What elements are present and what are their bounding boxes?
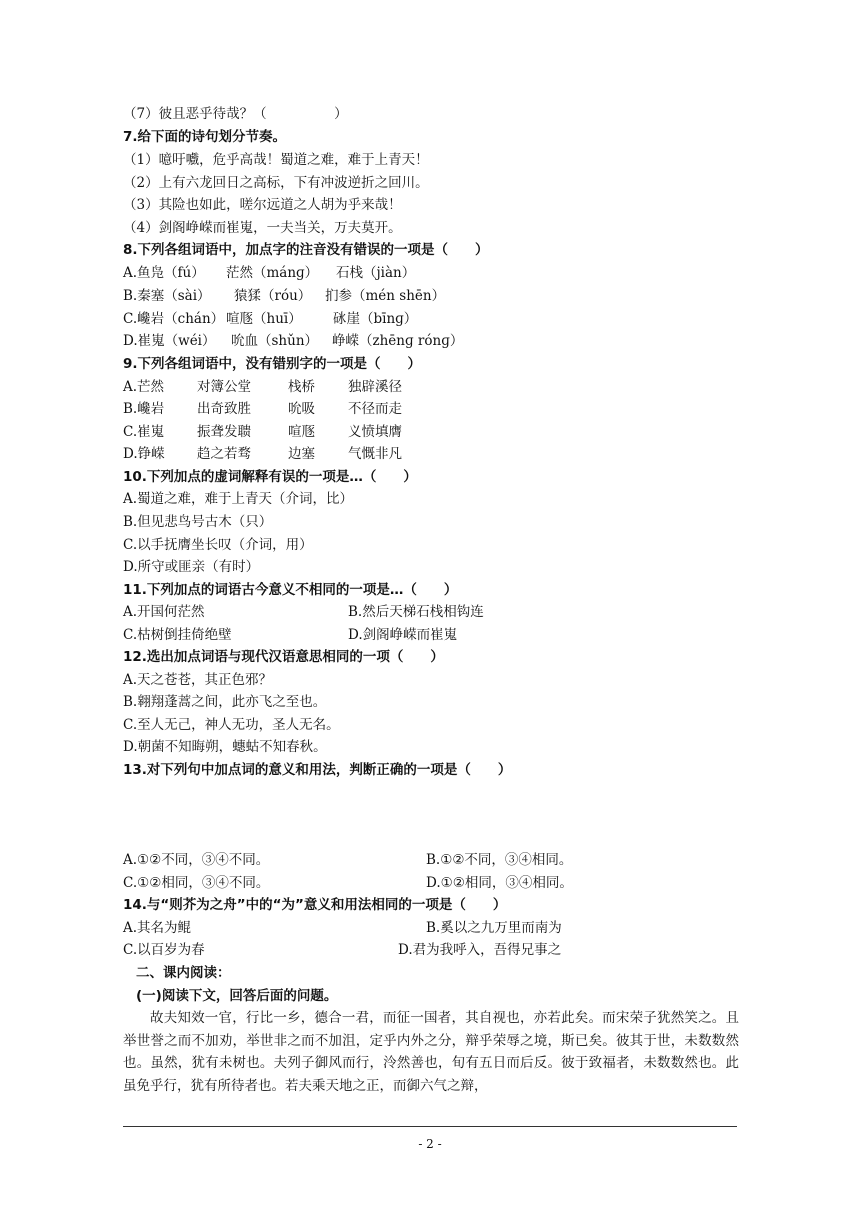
q12-option-c: C.至人无己，神人无功，圣人无名。 (123, 717, 340, 733)
q11-title: 11.下列加点的词语古今意义不相同的一项是…（ ） (123, 582, 458, 598)
q10-option-d: D.所守或匪亲（有时） (123, 559, 260, 575)
q9-option-d-2: 趋之若骛 (197, 446, 251, 462)
q8-option-d-1: D.崔嵬（wéi） (123, 333, 216, 349)
q9-option-b-4: 不径而走 (348, 401, 402, 417)
q12-option-d: D.朝菌不知晦朔，蟪蛄不知春秋。 (123, 739, 327, 755)
q8-option-b-1: B.秦塞（sài） (123, 288, 211, 304)
q12-title: 12.选出加点词语与现代汉语意思相同的一项（ ） (123, 649, 444, 665)
section-heading: 二、课内阅读： (136, 965, 231, 981)
q8-option-a-3: 石栈（jiàn） (336, 265, 416, 281)
q9-title: 9.下列各组词语中，没有错别字的一项是（ ） (123, 356, 422, 372)
q8-option-d-2: 吮血（shǔn） (231, 333, 319, 349)
q8-option-d-3: 峥嵘（zhēnɡ rónɡ） (332, 333, 464, 349)
q7-title: 7.给下面的诗句划分节奏。 (123, 129, 287, 145)
q8-option-a-1: A.鱼凫（fú） (123, 265, 205, 281)
q9-option-d-3: 边塞 (288, 446, 315, 462)
reading-passage: 故夫知效一官，行比一乡，德合一君，而征一国者，其自视也，亦若此矣。而宋荣子犹然笑之。且举世誉之而不加劝，举世非之而不加沮，定乎内外之分，辩乎荣辱之境，斯已矣。彼其于世，未数数然也。虽然，犹有未树也。夫列子御风而行，泠然善也，旬有五日而后反。彼于致福者，未数数然也。此虽免乎行，犹有所待者也。若夫乘天地之正，而御六气之辩， (123, 1010, 739, 1094)
q10-option-a: A.蜀道之难，难于上青天（介词，比） (123, 491, 354, 507)
q9-option-b-2: 出奇致胜 (197, 401, 251, 417)
q8-title: 8.下列各组词语中，加点字的注音没有错误的一项是（ ） (123, 242, 489, 258)
q9-option-d-1: D.铮嵘 (123, 446, 165, 462)
q12-option-a: A.天之苍苍，其正色邪？ (123, 672, 273, 688)
q7-line-3: （3）其险也如此，嗟尔远道之人胡为乎来哉！ (123, 197, 402, 213)
q14-option-a: A.其名为鲲 (123, 920, 192, 936)
q13-option-d: D.①②相同，③④相同。 (426, 875, 573, 891)
q11-option-c: C.枯树倒挂倚绝壁 (123, 627, 232, 643)
q13-title: 13.对下列句中加点词的意义和用法，判断正确的一项是（ ） (123, 762, 512, 778)
q13-option-c: C.①②相同，③④不同。 (123, 875, 270, 891)
q9-option-c-1: C.崔嵬 (123, 424, 165, 440)
q13-option-b: B.①②不同，③④相同。 (426, 852, 573, 868)
q7-line-2: （2）上有六龙回日之高标，下有冲波逆折之回川。 (123, 175, 429, 191)
q11-option-a: A.开国何茫然 (123, 604, 205, 620)
q9-option-a-2: 对簿公堂 (197, 379, 251, 395)
q7-line-4: （4）剑阁峥嵘而崔嵬，一夫当关，万夫莫开。 (123, 220, 402, 236)
q9-option-a-1: A.芒然 (123, 379, 165, 395)
q8-option-b-3: 扪参（mén shēn） (325, 288, 446, 304)
q8-option-a-2: 茫然（mánɡ） (226, 265, 319, 281)
q9-option-c-3: 喧豗 (288, 424, 315, 440)
page-number: - 2 - (418, 1137, 442, 1151)
q9-option-b-3: 吮吸 (288, 401, 315, 417)
q9-option-a-4: 独辟溪径 (348, 379, 402, 395)
q9-option-d-4: 气慨非凡 (348, 446, 402, 462)
q8-option-c-3: 砯崖（bīnɡ） (333, 311, 418, 327)
q9-option-b-1: B.巉岩 (123, 401, 165, 417)
q9-option-a-3: 栈桥 (288, 379, 315, 395)
q8-option-c-2: 喧豗（huī） (226, 311, 302, 327)
q10-title: 10.下列加点的虚词解释有误的一项是…（ ） (123, 469, 417, 485)
q14-title: 14.与“则芥为之舟”中的“为”意义和用法相同的一项是（ ） (123, 897, 507, 913)
q8-option-c-1: C.巉岩（chán） (123, 311, 225, 327)
q11-option-d: D.剑阁峥嵘而崔嵬 (348, 627, 458, 643)
q13-option-a: A.①②不同，③④不同。 (123, 852, 270, 868)
q11-option-b: B.然后天梯石栈相钩连 (348, 604, 484, 620)
q8-option-b-2: 猿猱（róu） (234, 288, 312, 304)
q10-option-b: B.但见悲鸟号古木（只） (123, 514, 273, 530)
q7-line-1: （1）噫吁嚱，危乎高哉！蜀道之难，难于上青天！ (123, 152, 429, 168)
q9-option-c-2: 振聋发聩 (197, 424, 251, 440)
q10-option-c: C.以手抚膺坐长叹（介词，用） (123, 537, 313, 553)
q12-option-b: B.翱翔蓬蒿之间，此亦飞之至也。 (123, 694, 327, 710)
footer-divider (123, 1126, 737, 1127)
reading-title: (一)阅读下文，回答后面的问题。 (136, 988, 338, 1004)
q14-option-d: D.君为我呼入，吾得兄事之 (398, 942, 562, 958)
q14-option-c: C.以百岁为春 (123, 942, 205, 958)
q14-option-b: B.奚以之九万里而南为 (426, 920, 562, 936)
q9-option-c-4: 义愤填膺 (348, 424, 402, 440)
q6-item-7: （7）彼且恶乎待哉？（ ） (123, 106, 348, 122)
